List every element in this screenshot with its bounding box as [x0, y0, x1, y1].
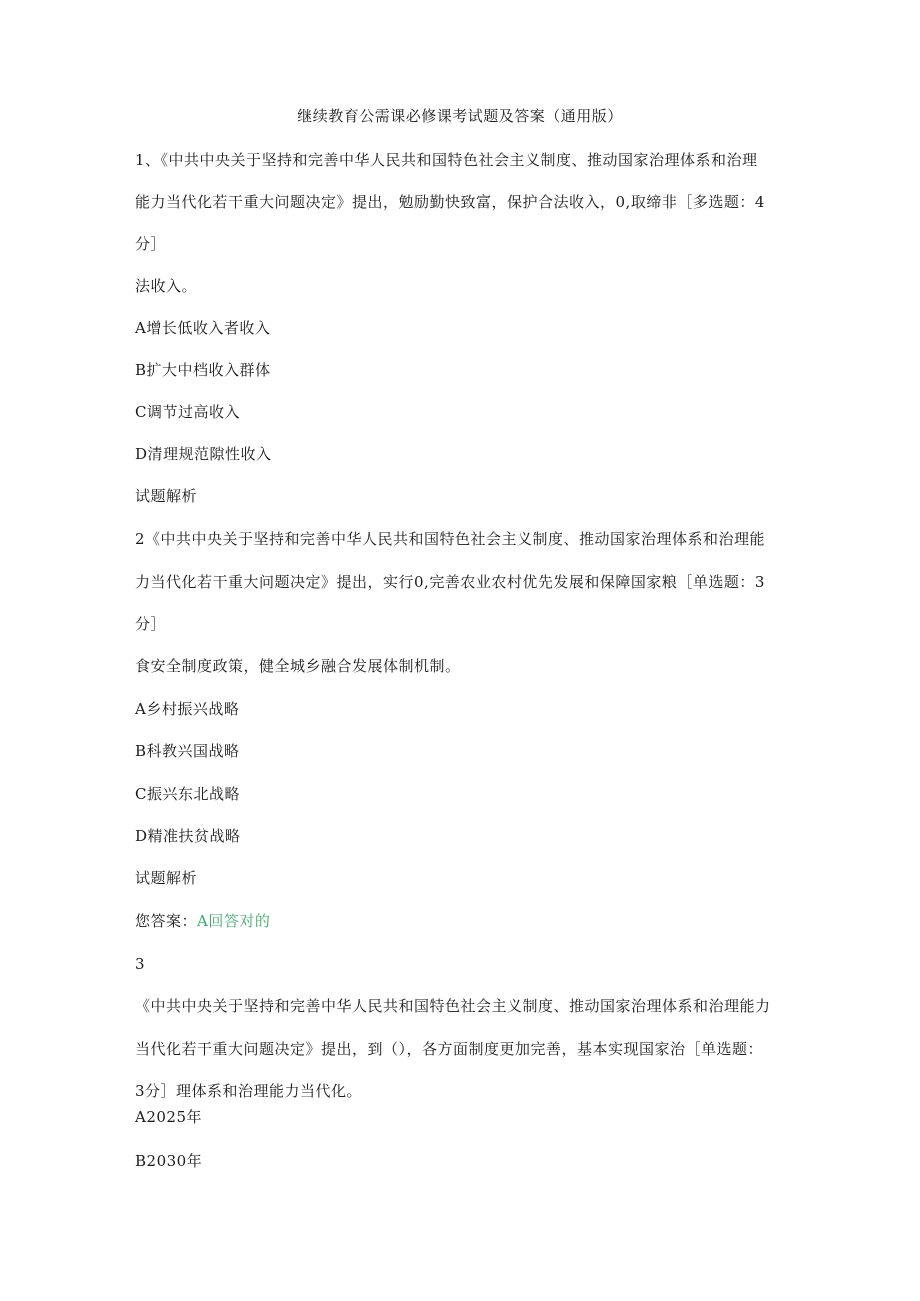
question-1-analysis: 试题解析 [135, 487, 198, 505]
question-1-line-4: 法收入。 [135, 277, 198, 295]
question-2-option-c: C振兴东北战略 [135, 785, 240, 803]
question-3-line-3: 3分］理体系和治理能力当代化。 [135, 1082, 363, 1100]
question-2-option-a: A乡村振兴战略 [135, 700, 240, 718]
question-3-number: 3 [135, 955, 146, 973]
question-1-line-2: 能力当代化若干重大问题决定》提出，勉励勤快致富，保护合法收入，0,取缔非［多选题：4 [135, 193, 765, 211]
question-1-line-1: 1、《中共中央关于坚持和完善中华人民共和国特色社会主义制度、推动国家治理体系和治理 [135, 151, 758, 169]
document-title: 继续教育公需课必修课考试题及答案（通用版） [297, 107, 623, 125]
question-1-option-b: B扩大中档收入群体 [135, 361, 271, 379]
question-2-line-1: 2《中共中央关于坚持和完善中华人民共和国特色社会主义制度、推动国家治理体系和治理能 [135, 530, 766, 548]
question-3-line-2: 当代化若干重大问题决定》提出，到（），各方面制度更加完善，基本实现国家治［单选题： [135, 1040, 764, 1058]
question-3-option-a: A2025年 [135, 1108, 203, 1126]
answer-label: 您答案： [135, 912, 198, 930]
question-3-option-b: B2030年 [135, 1152, 203, 1170]
question-2-option-d: D精准扶贫战略 [135, 827, 241, 845]
question-2-line-3: 分］ [135, 615, 167, 633]
question-2-line-4: 食安全制度政策，健全城乡融合发展体制机制。 [135, 657, 461, 675]
question-2-answer [135, 911, 270, 931]
question-1-option-c: C调节过高收入 [135, 403, 240, 421]
question-1-option-a: A增长低收入者收入 [135, 319, 271, 337]
question-2-option-b: B科教兴国战略 [135, 742, 240, 760]
question-2-line-2: 力当代化若干重大问题决定》提出，实行0,完善农业农村优先发展和保障国家粮［单选题：3 [135, 573, 765, 591]
question-2-analysis: 试题解析 [135, 869, 198, 887]
question-1-line-3: 分］ [135, 235, 167, 253]
answer-value: A回答对的 [197, 912, 271, 930]
question-1-option-d: D清理规范隙性收入 [135, 445, 272, 463]
question-3-line-1: 《中共中央关于坚持和完善中华人民共和国特色社会主义制度、推动国家治理体系和治理能力 [135, 997, 771, 1015]
